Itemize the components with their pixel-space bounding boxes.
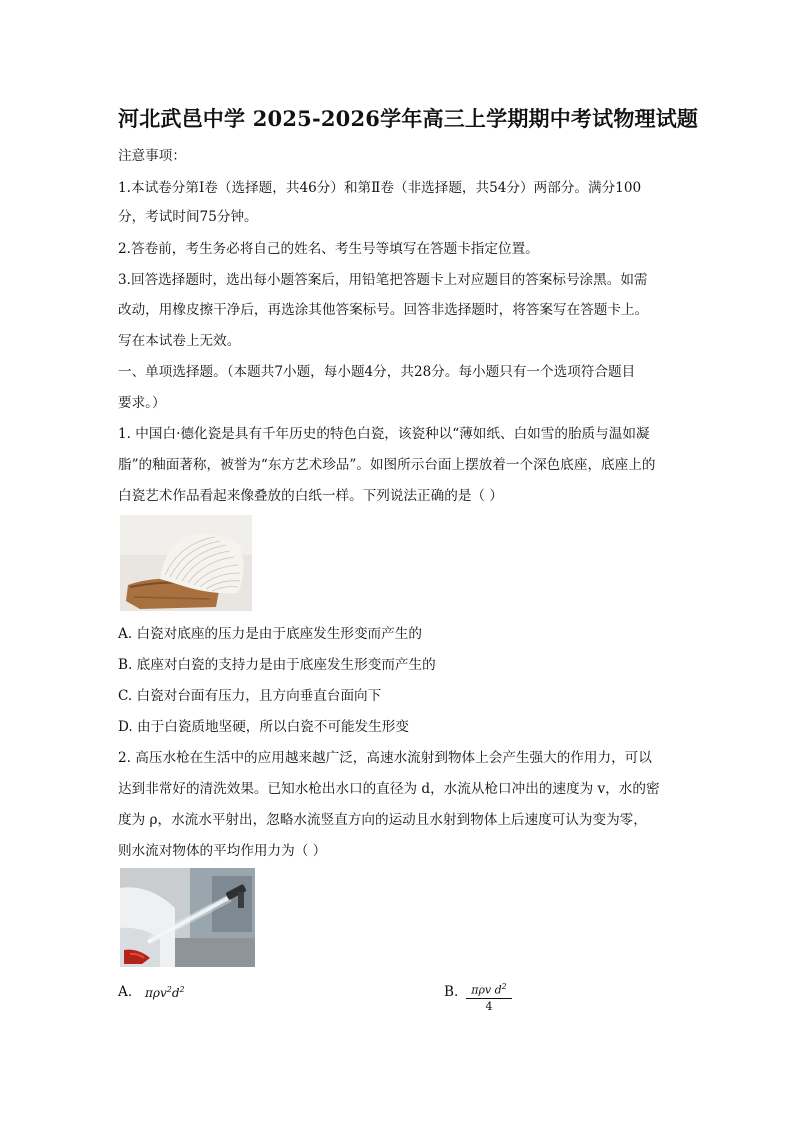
question-1-option-c: C. 白瓷对台面有压力，且方向垂直台面向下 <box>118 688 382 704</box>
notice-line: 改动，用橡皮擦干净后，再选涂其他答案标号。回答非选择题时，将答案写在答题卡上。 <box>118 302 649 318</box>
porcelain-photo <box>120 515 252 611</box>
question-2-text: 2. 高压水枪在生活中的应用越来越广泛，高速水流射到物体上会产生强大的作用力，可以 <box>118 750 652 766</box>
question-2-option-a-formula: $\pi\rho v^2d^2$ <box>145 985 185 1000</box>
question-2-option-b-formula: πρv $d^2$ 4 <box>466 982 512 1013</box>
question-2-text: 度为 ρ，水流水平射出，忽略水流竖直方向的运动且水射到物体上后速度可认为变为零， <box>118 812 647 828</box>
question-2-text: 达到非常好的清洗效果。已知水枪出水口的直径为 d，水流从枪口冲出的速度为 v，水的密 <box>118 781 660 797</box>
question-2-option-b-label: B. <box>444 984 459 1000</box>
water-gun-photo <box>120 868 255 967</box>
page-title: 河北武邑中学 2025-2026学年高三上学期期中考试物理试题 <box>118 106 699 131</box>
question-1-option-d: D. 由于白瓷质地坚硬，所以白瓷不可能发生形变 <box>118 719 409 735</box>
question-1-option-b: B. 底座对白瓷的支持力是由于底座发生形变而产生的 <box>118 657 436 673</box>
question-2-text: 则水流对物体的平均作用力为（ ） <box>118 843 327 859</box>
notice-line: 2.答卷前，考生务必将自己的姓名、考生号等填写在答题卡指定位置。 <box>118 241 539 257</box>
question-1-text: 白瓷艺术作品看起来像叠放的白纸一样。下列说法正确的是（ ） <box>118 488 503 504</box>
notice-heading: 注意事项： <box>118 148 186 164</box>
notice-line: 3.回答选择题时，选出每小题答案后，用铅笔把答题卡上对应题目的答案标号涂黑。如需 <box>118 272 648 288</box>
question-1-text: 脂”的釉面著称，被誉为“东方艺术珍品”。如图所示台面上摆放着一个深色底座，底座上的 <box>118 457 656 473</box>
question-1-text: 1. 中国白·德化瓷是具有千年历史的特色白瓷，该瓷种以“薄如纸、白如雪的胎质与温如凝 <box>118 426 650 442</box>
notice-line: 1.本试卷分第Ⅰ卷（选择题，共46分）和第Ⅱ卷（非选择题，共54分）两部分。满分100 <box>118 180 642 196</box>
section-heading-cont: 要求。） <box>118 395 166 411</box>
question-2-option-a-label: A. <box>118 984 133 1000</box>
notice-line: 写在本试卷上无效。 <box>118 333 241 349</box>
question-1-option-a: A. 白瓷对底座的压力是由于底座发生形变而产生的 <box>118 626 422 642</box>
notice-line: 分，考试时间75分钟。 <box>118 209 258 225</box>
section-heading: 一、单项选择题。（本题共7小题，每小题4分，共28分。每小题只有一个选项符合题目 <box>118 364 636 380</box>
